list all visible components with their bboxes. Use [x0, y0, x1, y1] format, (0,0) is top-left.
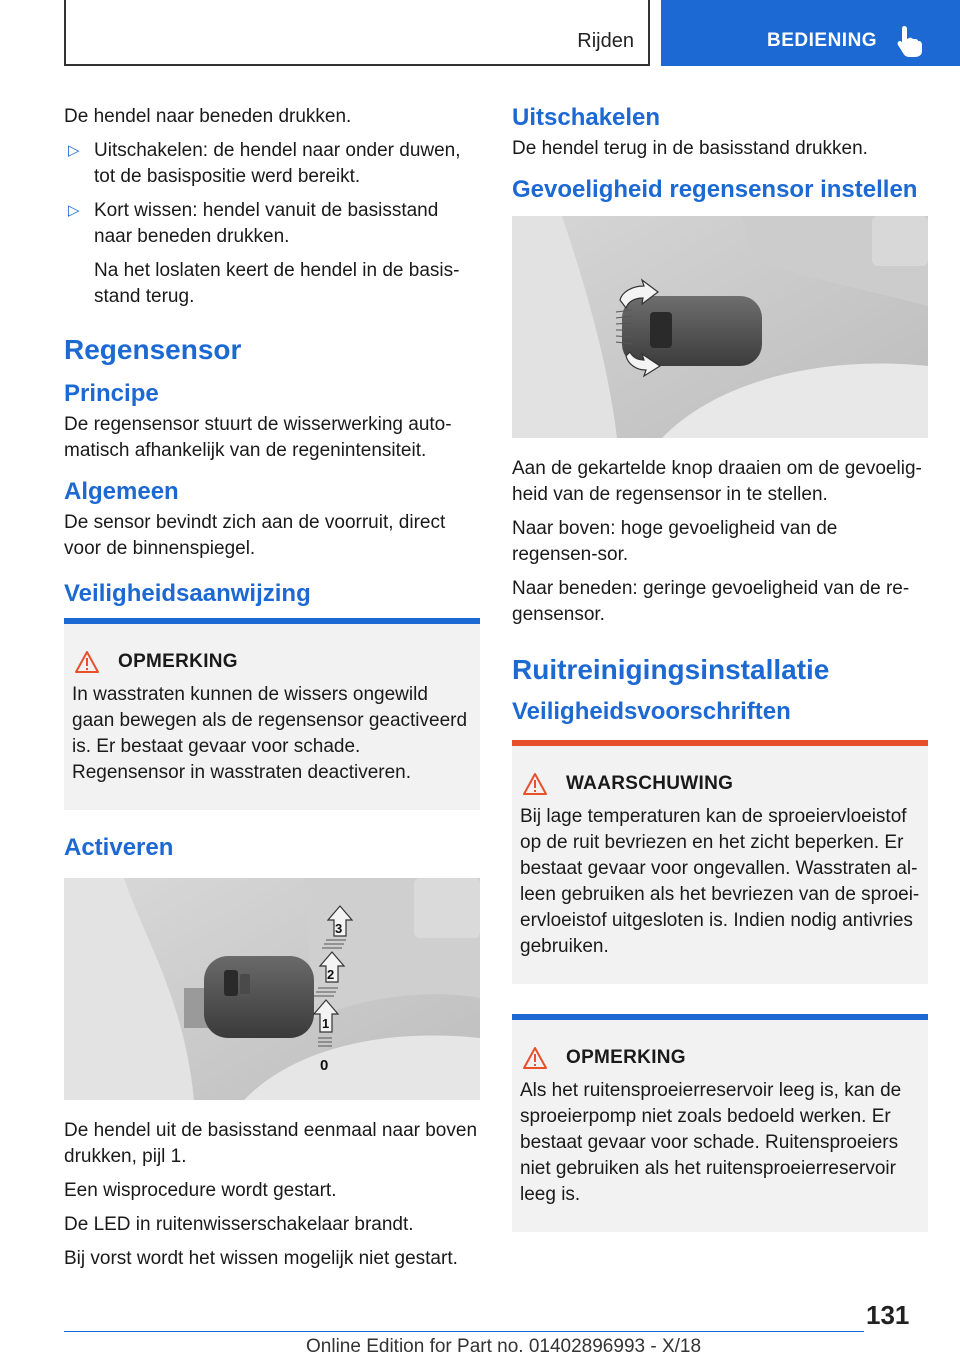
footer-divider	[64, 1331, 864, 1332]
header-section-tab	[64, 0, 650, 66]
footer-edition: Online Edition for Part no. 01402896993 - X/18	[306, 1336, 702, 1357]
list-item: ▷ Uitschakelen: de hendel naar onder duwen, tot de basispositie werd bereikt.	[68, 140, 461, 187]
warning-text: Bij lage temperaturen kan de sproeiervloeistof op de ruit bevriezen en het zicht beperken. Er bestaat gevaar voor ongevallen. Wasstraten al-leen gebruiken als het bevriezen van de sproei-ervloeistof uitgesloten is. Indien nodig antivries gebruiken.	[520, 806, 920, 957]
lever-photo-activeren	[64, 878, 480, 1100]
header-chapter-label: BEDIENING	[767, 30, 878, 51]
warning-triangle-icon	[522, 1046, 548, 1070]
header-section-label: Rijden	[577, 30, 634, 52]
bullet-list	[64, 138, 480, 250]
note-title: OPMERKING	[118, 651, 238, 672]
heading-activeren: Activeren	[64, 834, 174, 861]
principe-text: De regensensor stuurt de wisserwerking auto-matisch afhankelijk van de regenintensiteit.	[64, 414, 452, 461]
header-chapter-tab	[661, 0, 960, 66]
warning-title: WAARSCHUWING	[566, 773, 734, 794]
activeren-text-3: De LED in ruitenwisserschakelaar brandt.	[64, 1214, 414, 1235]
right-column	[512, 104, 928, 1232]
note-box	[64, 618, 480, 810]
algemeen-text: De sensor bevindt zich aan de voorruit, direct voor de binnenspiegel.	[64, 512, 446, 559]
heading-veiligheidsvoorschriften: Veiligheidsvoorschriften	[512, 698, 791, 725]
heading-algemeen: Algemeen	[64, 478, 179, 505]
hand-pointer-icon	[895, 24, 923, 58]
page-number: 131	[866, 1300, 910, 1330]
heading-uitschakelen: Uitschakelen	[512, 104, 661, 131]
note-text: In wasstraten kunnen de wissers ongewild gaan bewegen als de regensensor geactiveerd is. Er bestaat gevaar voor schade. Regensensor in wasstraten deactiveren.	[72, 684, 468, 783]
heading-ruitreinigingsinstallatie: Ruitreinigingsinstallatie	[512, 654, 830, 685]
warning-box	[512, 740, 928, 984]
gevoeligheid-text-1: Aan de gekartelde knop draaien om de gevoelig-heid van de regensensor in te stellen.	[512, 458, 922, 505]
photo-label-1: 1	[322, 1016, 330, 1031]
note2-title: OPMERKING	[566, 1047, 686, 1068]
note-box-2	[512, 1014, 928, 1232]
heading-regensensor: Regensensor	[64, 334, 242, 365]
list-item: ▷ Kort wissen: hendel vanuit de basisstand naar beneden drukken.	[68, 200, 439, 247]
uitschakelen-text: De hendel terug in de basisstand drukken.	[512, 138, 868, 159]
bullet-note: Na het loslaten keert de hendel in de basis-stand terug.	[94, 260, 460, 307]
warning-triangle-icon	[522, 772, 548, 796]
gevoeligheid-text-3: Naar beneden: geringe gevoeligheid van de re-gensensor.	[512, 578, 910, 625]
heading-principe: Principe	[64, 380, 159, 407]
heading-gevoeligheid: Gevoeligheid regensensor instellen	[512, 176, 918, 203]
triangle-bullet-icon: ▷	[68, 202, 80, 219]
left-column	[64, 104, 480, 1280]
activeren-text-4: Bij vorst wordt het wissen mogelijk niet gestart.	[64, 1248, 458, 1269]
note2-text: Als het ruitensproeierreservoir leeg is, kan de sproeierpomp niet zoals bedoeld werken. Er bestaat gevaar voor schade. Ruitensproeiers niet gebruiken als het ruitensproeierreservoir leeg is.	[520, 1080, 902, 1205]
triangle-bullet-icon: ▷	[68, 142, 80, 159]
activeren-text-2: Een wisprocedure wordt gestart.	[64, 1180, 337, 1201]
lever-photo-gevoeligheid	[512, 216, 928, 438]
photo-label-2: 2	[327, 967, 335, 982]
warning-triangle-icon	[74, 650, 100, 674]
activeren-text-1: De hendel uit de basisstand eenmaal naar boven drukken, pijl 1.	[64, 1120, 478, 1167]
heading-veiligheidsaanwijzing: Veiligheidsaanwijzing	[64, 580, 311, 607]
photo-label-0: 0	[320, 1057, 329, 1074]
gevoeligheid-text-2: Naar boven: hoge gevoeligheid van de regensen-sor.	[512, 518, 838, 565]
photo-label-3: 3	[335, 921, 343, 936]
intro-text: De hendel naar beneden drukken.	[64, 106, 352, 127]
